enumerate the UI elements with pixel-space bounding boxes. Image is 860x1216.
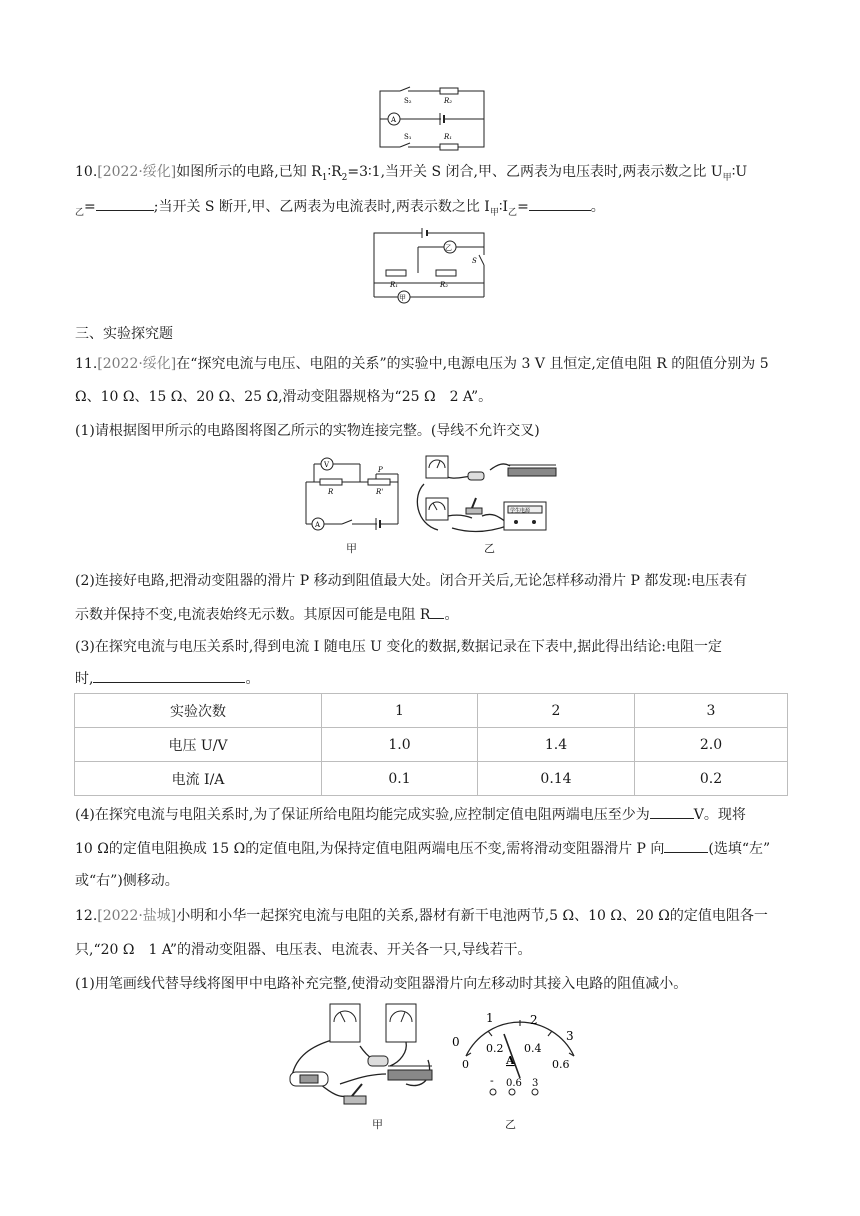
inner-scale-0-2: 0.2 (486, 1042, 504, 1055)
table-row (75, 728, 788, 762)
circuit-figure-q10 (368, 225, 494, 307)
terminal-0-6: 0.6 (506, 1078, 522, 1089)
data-table (74, 693, 788, 796)
table-cell: 1.0 (322, 728, 478, 762)
inner-scale-0-4: 0.4 (524, 1042, 542, 1055)
inner-scale-0: 0 (462, 1058, 469, 1071)
q11-part-4-line-3: 或“右”)侧移动。 (75, 873, 179, 889)
answer-blank-2[interactable] (529, 196, 591, 211)
inner-scale-0-6: 0.6 (552, 1058, 570, 1071)
q11-part-2-line-2: 示数并保持不变,电流表始终无示数。其原因可能是电阻 R 。 (75, 604, 458, 625)
table-cell: 3 (635, 694, 788, 728)
table-cell: 2.0 (635, 728, 788, 762)
table-cell: 电流 I/A (75, 762, 322, 796)
q10-source: [2022·绥化] (97, 164, 177, 180)
q12-line-2: 只,“20 Ω 1 A”的滑动变阻器、电压表、电流表、开关各一只,导线若干。 (75, 942, 532, 958)
label-r2: R₂ (440, 281, 449, 289)
terminal-negative: - (490, 1074, 494, 1087)
q10-line-1: 10.[2022·绥化]如图所示的电路,已知 $R_1∶R_2=3∶1$,当开关 S 闭合,甲、乙两表为电压表时,两表示数之比 $U_甲∶U$ (75, 164, 748, 183)
outer-scale-3: 3 (566, 1029, 574, 1043)
table-row (75, 762, 788, 796)
q11-line-2: Ω、10 Ω、15 Ω、20 Ω、25 Ω,滑动变阻器规格为“25 Ω 2 A”。 (75, 389, 493, 405)
label-r1: R₁ (444, 133, 453, 141)
apparatus-figure-yi (412, 454, 562, 536)
table-cell: 实验次数 (75, 694, 322, 728)
label-power-source: 学生电源 (510, 508, 531, 514)
dial-arc (466, 1022, 574, 1056)
caption-yi: 乙 (484, 542, 495, 555)
label-s1: S₁ (404, 133, 412, 141)
caption-jia: 甲 (346, 542, 357, 555)
q12-source: [2022·盐城] (97, 908, 177, 924)
q11-part-4-line-1: (4)在探究电流与电阻关系时,为了保证所给电阻均能完成实验,应控制定值电阻两端电压至少为 V。现将 (75, 804, 746, 825)
label-r: R (328, 488, 334, 496)
label-rprime: R' (376, 488, 384, 496)
label-p: P (378, 466, 383, 474)
label-ammeter: A (391, 116, 397, 124)
terminal-3: 3 (532, 1078, 539, 1089)
answer-blank-6[interactable] (664, 838, 708, 853)
table-cell: 0.1 (322, 762, 478, 796)
q12-line-1: 12.[2022·盐城]小明和小华一起探究电流与电阻的关系,器材有新干电池两节,5 Ω、10 Ω、20 Ω的定值电阻各一 (75, 908, 768, 924)
answer-blank-3[interactable] (430, 604, 444, 619)
outer-scale-1: 1 (486, 1011, 494, 1025)
q11-part-3-line-2: 时, 。 (75, 668, 259, 689)
q10-line-2: $_乙$= ;当开关 S 断开,甲、乙两表为电流表时,两表示数之比 $I_甲∶I_乙=$ 。 (75, 196, 605, 223)
q12-part-1: (1)用笔画线代替导线将图甲中电路补充完整,使滑动变阻器滑片向左移动时其接入电路的阻值减小。 (75, 976, 688, 992)
section-title: 三、实验探究题 (75, 326, 173, 342)
answer-blank-5[interactable] (650, 804, 694, 819)
label-yi: 乙 (445, 244, 452, 252)
label-s: S (472, 257, 477, 265)
ammeter-dial (448, 1006, 592, 1100)
table-cell: 1.4 (478, 728, 635, 762)
q11-part-1: (1)请根据图甲所示的电路图将图乙所示的实物连接完整。(导线不允许交叉) (75, 423, 540, 439)
apparatus-figure-q12-jia (282, 1000, 442, 1112)
label-voltmeter: V (324, 461, 330, 469)
q11-source: [2022·绥化] (97, 356, 177, 372)
table-header-row (75, 694, 788, 728)
label-r2: R₂ (444, 97, 453, 105)
answer-blank-1[interactable] (96, 196, 154, 211)
outer-scale-2: 2 (530, 1013, 538, 1027)
circuit-diagram-jia (300, 454, 404, 534)
dial-unit: A (506, 1054, 515, 1067)
q12-caption-jia: 甲 (372, 1118, 383, 1131)
table-cell: 电压 U/V (75, 728, 322, 762)
label-s2: S₂ (404, 97, 412, 105)
answer-blank-4[interactable] (93, 668, 245, 683)
table-cell: 0.14 (478, 762, 635, 796)
table-cell: 2 (478, 694, 635, 728)
table-cell: 0.2 (635, 762, 788, 796)
label-ammeter: A (315, 521, 321, 529)
q11-line-1: 11.[2022·绥化]在“探究电流与电压、电阻的关系”的实验中,电源电压为 3 V 且恒定,定值电阻 R 的阻值分别为 5 (75, 356, 769, 372)
table-cell: 1 (322, 694, 478, 728)
q11-part-2-line-1: (2)连接好电路,把滑动变阻器的滑片 P 移动到阻值最大处。闭合开关后,无论怎样移动滑片 P 都发现:电压表有 (75, 573, 748, 589)
circuit-figure-top (370, 84, 494, 154)
q11-part-4-line-2: 10 Ω的定值电阻换成 15 Ω的定值电阻,为保持定值电阻两端电压不变,需将滑动变阻器滑片 P 向 (选填“左” (75, 838, 770, 859)
outer-scale-0: 0 (452, 1035, 460, 1049)
label-jia: 甲 (399, 294, 406, 302)
q12-caption-yi: 乙 (505, 1118, 516, 1131)
q11-part-3-line-1: (3)在探究电流与电压关系时,得到电流 I 随电压 U 变化的数据,数据记录在下表中,据此得出结论:电阻一定 (75, 639, 723, 655)
label-r1: R₁ (390, 281, 399, 289)
